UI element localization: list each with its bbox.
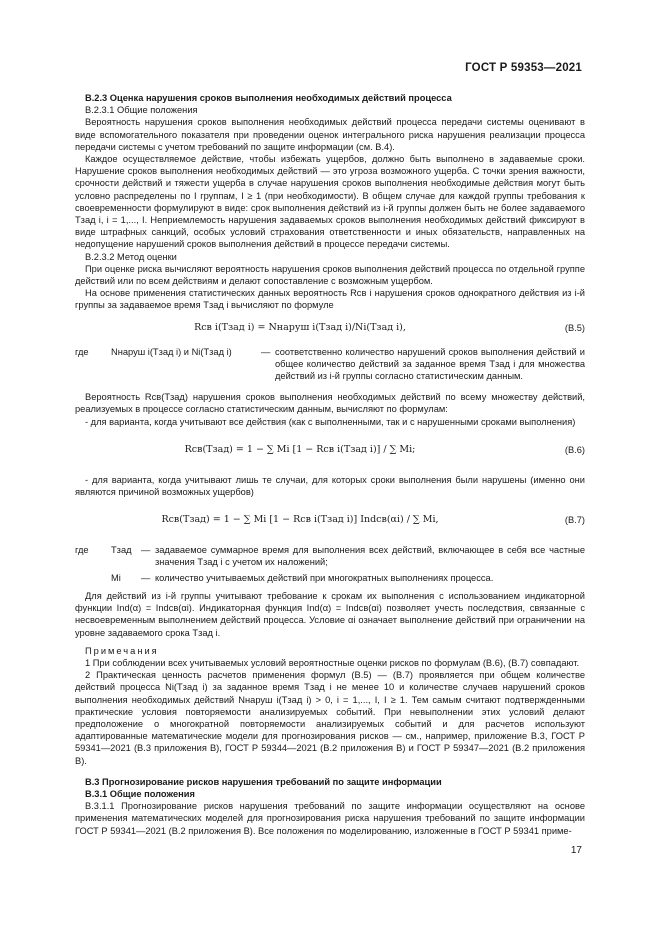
note: 2 Практическая ценность расчетов применения формул (В.5) — (В.7) проявляется при общем количестве действий процесса Ni(Tзад i) за заданное время Tзад i не менее 10 и количестве случаев нарушений сроков выполнения необходимых действий Nнаруш i(Tзад i) > 0, i = 1,..., I, I ≥ 1. Тем самым считают подтвержденными практические условия повторяемости анализируемых событий. При невыполнении этих условий делают предположение о многократной повторяемости анализируемых событий и для расчетов используют адаптированные математические модели для прогнозирования рисков — см., например, приложение В.3, ГОСТ Р 59341—2021 (В.3 приложения В), ГОСТ Р 59344—2021 (В.2 приложения В) и ГОСТ Р 59347—2021 (В.2 приложения В). (75, 670, 585, 766)
formula: Rсв(Tзад) = 1 − ∑ Mi [1 − Rсв i(Tзад i)] / ∑ Mi; (184, 443, 416, 455)
equation-b6 (75, 434, 585, 468)
equation-number: (В.6) (564, 444, 585, 455)
section-b31-heading: В.3.1 Общие положения (85, 788, 195, 799)
definition-symbol: Nнаруш i(Tзад i) и Ni(Tзад i) (111, 346, 232, 357)
section-b232-heading: В.2.3.2 Метод оценки (85, 251, 177, 262)
paragraph: Вероятность нарушения сроков выполнения необходимых действий процесса передачи системы оценивают в виде вспомогательного показателя при проведении оценок интегрального риска нарушения реализации процесса передачи системы с учетом требований по защите информации (см. В.4). (75, 117, 585, 152)
equation-b5 (75, 318, 585, 340)
paragraph: Каждое осуществляемое действие, чтобы избежать ущербов, должно быть выполнено в задаваемые сроки. Нарушение сроков выполнения необходимых действий — это угроза возможного ущерба. С точки зрения важности, срочности действий и тяжести ущерба в случае нарушения сроков выполнения необходимые действия могут быть условно распределены по I группам, I ≥ 1 (при необходимости). В общем случае для каждой группы требования к своевременности формулируют в виде: срок выполнения действий из i-й группы должен быть не более задаваемого Tзад i, i = 1,..., I. Неприемлемость нарушения задаваемых сроков выполнения необходимых действий фиксируют в виде штрафных санкций, особых условий страхования ответственности и иных обязательств, направленных на недопущение нарушений сроков выполнения действий в процессе передачи системы. (75, 154, 585, 250)
section-b23-title: В.2.3 Оценка нарушения сроков выполнения необходимых действий процесса (85, 93, 452, 103)
notes-title: Примечания (85, 645, 159, 656)
equation-b7 (75, 504, 585, 538)
where-block (75, 544, 585, 584)
paragraph: В.3.1.1 Прогнозирование рисков нарушения требований по защите информации осуществляют на основе применения математических моделей для прогнозирования риска нарушения требований по защите информации ГОСТ Р 59341—2021 (В.2 приложения В). Все положения по моделированию, изложенные в ГОСТ Р 59341 приме- (75, 801, 585, 836)
where-block (75, 346, 585, 383)
definition-text: количество учитываемых действий при многократных выполнениях процесса. (155, 572, 494, 583)
definition-text: соответственно количество нарушений сроков выполнения действий и общее количество действий за заданное время Tзад i для множества действий из i-й группы согласно статистическим данным. (275, 346, 585, 382)
section-b231-heading: В.2.3.1 Общие положения (85, 105, 198, 116)
section-b3-title: В.3 Прогнозирование рисков нарушения требований по защите информации (85, 776, 442, 787)
paragraph: На основе применения статистических данных вероятность Rсв i нарушения сроков однократного действия из i-й группы за задаваемое время Tзад i вычисляют по формуле (75, 288, 585, 311)
paragraph: - для варианта, когда учитывают лишь те случаи, для которых сроки выполнения были нарушены (именно они являются причиной возможных ущербов) (75, 474, 585, 498)
definition-row: Nнаруш i(Tзад i) и Ni(Tзад i) — соответственно количество нарушений сроков выполнения действий и общее количество действий за заданное время Tзад i для множества действий из i-й группы согласно статистическим данным. (111, 346, 585, 382)
page-content (75, 92, 585, 837)
equation-number: (В.5) (564, 322, 585, 333)
definition-symbol: Tзад (111, 545, 132, 556)
paragraph: При оценке риска вычисляют вероятность нарушения сроков выполнения действий процесса по отдельной группе действий или по всем действиям и делают сопоставление с возможным ущербом. (75, 263, 585, 287)
where-label: где (75, 545, 89, 556)
page-number: 17 (570, 845, 582, 856)
paragraph: Вероятность Rсв(Tзад) нарушения сроков выполнения необходимых действий по всему множеству действий, реализуемых в процессе согласно статистическим данным, вычисляют по формулам: (75, 392, 585, 415)
definition-row: Mi — количество учитываемых действий при многократных выполнениях процесса. (111, 572, 585, 584)
standard-header: ГОСТ Р 59353—2021 (465, 62, 582, 74)
paragraph: - для варианта, когда учитывают все действия (как с выполненными, так и с нарушенными сроками выполнения) (85, 416, 576, 427)
formula: Rсв(Tзад) = 1 − ∑ Mi [1 − Rсв i(Tзад i)] Indсв(αi) / ∑ Mi, (161, 514, 439, 526)
definition-text: задаваемое суммарное время для выполнения всех действий, включающее в себя все частные значения Tзад i с учетом их наложений; (155, 545, 585, 568)
definition-symbol: Mi (111, 572, 121, 583)
formula: Rсв i(Tзад i) = Nнаруш i(Tзад i)/Ni(Tзад i), (194, 321, 406, 333)
paragraph: Для действий из i-й группы учитывают требование к срокам их выполнения с использованием индикаторной функции Ind(α) = Indсв(αi). Индикаторная функция Ind(α) = Indсв(αi) позволяет учесть последствия, связанные с несвоевременным выполнением действий процесса. Условие αi означает выполнение действий при ограничении на уровне задаваемого срока Tзад i. (75, 590, 585, 638)
definition-row: Tзад — задаваемое суммарное время для выполнения всех действий, включающее в себя все частные значения Tзад i с учетом их наложений; (111, 545, 585, 568)
note: 1 При соблюдении всех учитываемых условий вероятностные оценки рисков по формулам (В.6), (В.7) совпадают. (85, 657, 580, 668)
equation-number: (В.7) (564, 515, 585, 526)
where-label: где (75, 346, 89, 357)
